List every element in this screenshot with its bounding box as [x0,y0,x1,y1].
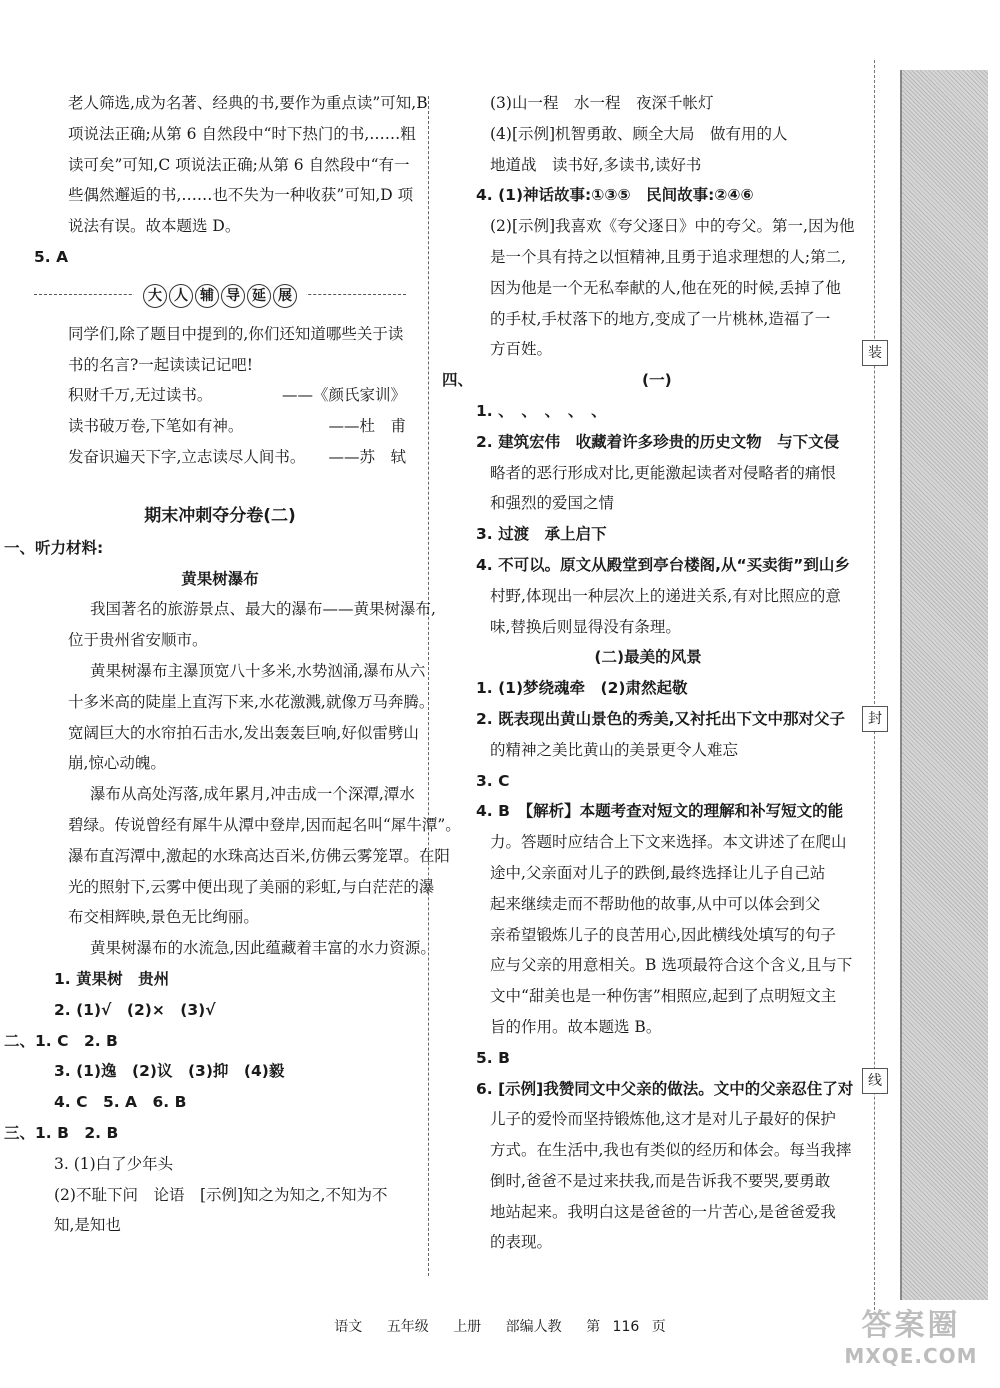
answer-line: 亲希望锻炼儿子的良苦用心,因此横线处填写的句子 [490,925,836,944]
answer-line: 和强烈的爱国之情 [490,494,615,513]
quote-source: ——《颜氏家训》 [281,386,406,405]
answer-line: 4. (1)神话故事:①③⑤ 民间故事:②④⑥ [476,186,754,205]
answer-line: 3. 过渡 承上启下 [476,525,607,544]
quote-line [34,442,406,473]
story-line: 黄果树瀑布主瀑顶宽八十多米,水势汹涌,瀑布从六 [90,661,426,680]
quote-text: 积财千万,无过读书。 [68,386,213,405]
answer-line: 因为他是一个无私奉献的人,他在死的时候,丢掉了他 [490,278,841,297]
footer-grade: 五年级 [386,1319,429,1335]
answer-line: 2. 既表现出黄山景色的秀美,又衬托出下文中那对父子 [476,709,845,728]
binding-mark-zhuang: 装 [862,340,888,366]
answer-line: 儿子的爱怜而坚持锻炼他,这才是对儿子最好的保护 [490,1110,836,1129]
story-line: 碧绿。传说曾经有犀牛从潭中登岸,因而起名叫“犀牛潭”。 [68,815,461,834]
story-title: 黄果树瀑布 [181,569,259,588]
quote-line [34,380,406,411]
story-line: 我国著名的旅游景点、最大的瀑布——黄果树瀑布, [90,600,436,619]
answer-line: (4)[示例]机智勇敢、顾全大局 做有用的人 [490,124,788,143]
answer-line: 的精神之美比黄山的美景更令人难忘 [490,740,739,759]
answer-line: 倒时,爸爸不是过来扶我,而是告诉我不要哭,要勇敢 [490,1171,831,1190]
quote-source: ——苏 轼 [328,447,406,466]
watermark-logo-text: 答案圈 [861,1308,961,1343]
binding-strip [900,70,988,1300]
story-line: 瀑布从高处泻落,成年累月,冲击成一个深潭,潭水 [90,785,415,804]
answer-line: (2)不耻下问 论语 [示例]知之为知之,不知为不 [54,1185,388,1204]
text-line: 说法有误。故本题选 D。 [68,217,241,236]
answer-line: 三、1. B 2. B [4,1123,119,1142]
answer-line: 5. B [476,1048,510,1067]
quote-text: 读书破万卷,下笔如有神。 [68,417,244,436]
parent-guidance-banner [34,277,406,313]
footer-volume: 上册 [453,1319,482,1335]
answer-line: 3. C [476,771,510,790]
left-column [4,88,461,1241]
answer-line: 1. (1)梦绕魂牵 (2)肃然起敬 [476,679,688,698]
banner-char: 辅 [195,284,219,308]
text-line: 些偶然邂逅的书,……也不失为一种收获”可知,D 项 [68,186,414,205]
footer-page-number: 第 116 页 [586,1319,666,1335]
answer-line: (3)山一程 水一程 夜深千帐灯 [490,94,714,112]
answer-line: 4. 不可以。原文从殿堂到亭台楼阁,从“买卖街”到山乡 [476,555,850,574]
binding-mark-feng: 封 [862,706,888,732]
answer-line: 味,替换后则显得没有条理。 [490,617,681,636]
exam-title: 期末冲刺夺分卷(二) [144,505,296,526]
story-line: 布交相辉映,景色无比绚丽。 [68,908,259,927]
answer-line: 3. (1)白了少年头 [54,1154,174,1173]
binding-mark-xian: 线 [862,1068,888,1094]
answer-line: 途中,父亲面对儿子的跌倒,最终选择让儿子自己站 [490,863,826,882]
answer-line: 的手杖,手杖落下的地方,变成了一片桃林,造福了一 [490,309,831,328]
banner-char: 人 [169,284,193,308]
answer-line: 1. 、 、 、 、 、 [476,401,607,420]
answer-line: 地道战 读书好,多读书,读好书 [490,155,702,174]
footer-edition: 部编人教 [505,1319,562,1335]
answer-line: 力。答题时应结合上下文来选择。本文讲述了在爬山 [490,833,847,852]
answer-line: (2)[示例]我喜欢《夸父逐日》中的夸父。第一,因为他 [490,217,855,236]
answer-line: 村野,体现出一种层次上的递进关系,有对比照应的意 [490,586,841,605]
answer-line: 方式。在生活中,我也有类似的经历和体会。每当我摔 [490,1141,852,1160]
story-line: 宽阔巨大的水帘拍石击水,发出轰轰巨响,好似雷劈山 [68,723,419,742]
answer-line: 二、1. C 2. B [4,1031,118,1050]
binding-dashed-line [874,60,875,1310]
answer-line: 3. (1)逸 (2)议 (3)抑 (4)毅 [54,1062,285,1081]
answer-line: 略者的恶行形成对比,更能激起读者对侵略者的痛恨 [490,463,836,482]
story-line: 黄果树瀑布的水流急,因此蕴藏着丰富的水力资源。 [90,939,436,958]
answer-line: 文中“甜美也是一种伤害”相照应,起到了点明短文主 [490,987,837,1006]
answer-line: 旨的作用。故本题选 B。 [490,1017,662,1036]
subsection-label: (一) [642,371,672,390]
answer-line: 6. [示例]我赞同文中父亲的做法。文中的父亲忍住了对 [476,1079,854,1098]
answer-line: 地站起来。我明白这是爸爸的一片苦心,是爸爸爱我 [490,1202,836,1221]
story-line: 位于贵州省安顺市。 [68,631,208,650]
section-heading: 一、听力材料: [4,538,104,557]
footer-subject: 语文 [334,1319,363,1335]
answer-line: 方百姓。 [490,340,553,359]
watermark-url: MXQE.COM [844,1344,978,1368]
text-line: 书的名言?一起读读记记吧! [68,355,254,374]
banner-char: 大 [143,284,167,308]
answer-line: 4. C 5. A 6. B [54,1093,187,1112]
answer-5: 5. A [34,247,69,266]
text-line: 同学们,除了题目中提到的,你们还知道哪些关于读 [68,324,404,343]
answer-line: 2. (1)√ (2)× (3)√ [54,1000,216,1019]
banner-char: 展 [273,284,297,308]
quote-source: ——杜 甫 [328,417,406,436]
answer-line: 1. 黄果树 贵州 [54,969,170,988]
answer-line: 知,是知也 [54,1216,121,1235]
answer-line: 应与父亲的用意相关。B 选项最符合这个含义,且与下 [490,956,853,975]
story-line: 瀑布直泻潭中,激起的水珠高达百米,仿佛云雾笼罩。在阳 [68,846,450,865]
story-line: 光的照射下,云雾中便出现了美丽的彩虹,与白茫茫的瀑 [68,877,435,896]
answer-line: 的表现。 [490,1233,553,1252]
section-label: 四、 [442,371,474,390]
banner-title [134,280,306,311]
answer-line: 4. B 【解析】本题考查对短文的理解和补写短文的能 [476,802,844,821]
quote-text: 发奋识遍天下字,立志读尽人间书。 [68,447,306,466]
story-line: 十多米高的陡崖上直泻下来,水花激溅,就像万马奔腾。 [68,692,435,711]
story-line: 崩,惊心动魄。 [68,754,166,773]
banner-char: 延 [247,284,271,308]
answer-line: 起来继续走而不帮助他的故事,从中可以体会到父 [490,894,821,913]
site-watermark [836,1300,986,1370]
text-line: 项说法正确;从第 6 自然段中“时下热门的书,……粗 [68,124,416,143]
text-line: 读可矣”可知,C 项说法正确;从第 6 自然段中“有一 [68,155,410,174]
answer-line: 2. 建筑宏伟 收藏着许多珍贵的历史文物 与下文侵 [476,432,840,451]
answer-line: 是一个具有持之以恒精神,且勇于追求理想的人;第二, [490,247,847,266]
subsection-title: (二)最美的风景 [594,648,702,667]
right-column [442,88,855,1258]
banner-char: 导 [221,284,245,308]
section-4-heading [442,365,840,396]
text-line: 老人筛选,成为名著、经典的书,要作为重点读”可知,B [68,94,428,112]
quote-line [34,411,406,442]
